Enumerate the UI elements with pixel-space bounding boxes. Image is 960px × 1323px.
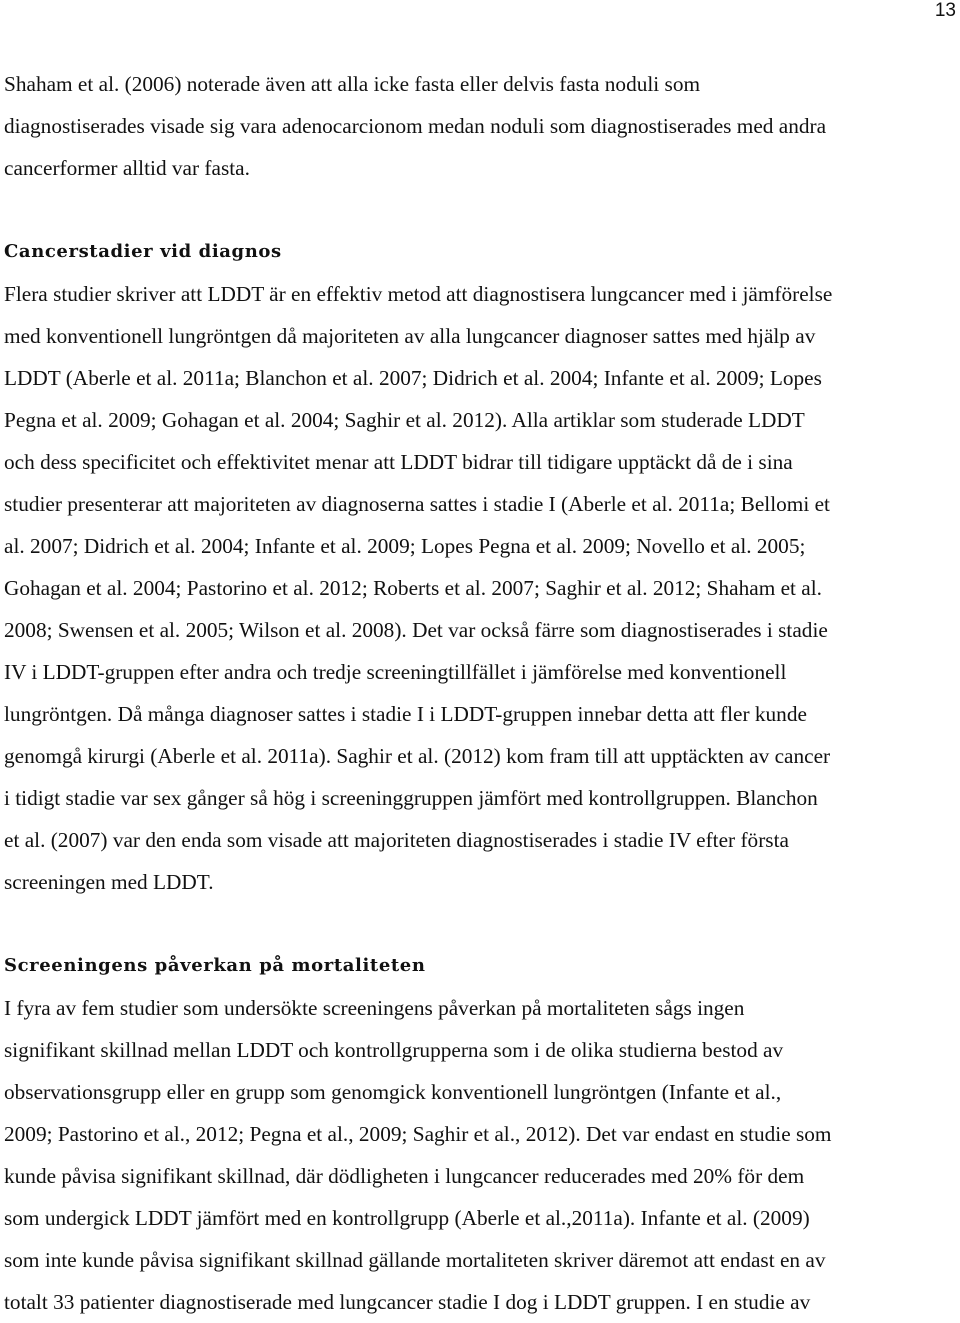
mortality-paragraph (4, 987, 956, 1323)
text-line: 2008; Swensen et al. 2005; Wilson et al. 2008). Det var också färre som diagnostiserades i stadie (4, 618, 828, 642)
stages-paragraph (4, 273, 956, 903)
text-line: Shaham et al. (2006) noterade även att alla icke fasta eller delvis fasta noduli som (4, 72, 701, 96)
text-line: och dess specificitet och effektivitet menar att LDDT bidrar till tidigare upptäckt då de i sina (4, 450, 793, 474)
text-line: 2009; Pastorino et al., 2012; Pegna et al., 2009; Saghir et al., 2012). Det var endast en studie som (4, 1122, 832, 1146)
text-line: som inte kunde påvisa signifikant skillnad gällande mortaliteten skriver däremot att endast en av (4, 1248, 826, 1272)
text-line: genomgå kirurgi (Aberle et al. 2011a). Saghir et al. (2012) kom fram till att upptäckten av cancer (4, 744, 831, 768)
paragraph-spacer (4, 189, 956, 231)
text-line: med konventionell lungröntgen då majoriteten av alla lungcancer diagnoser sattes med hjälp av (4, 324, 816, 348)
text-line: totalt 33 patienter diagnostiserade med lungcancer stadie I dog i LDDT gruppen. I en studie av (4, 1290, 811, 1314)
page-number: 13 (934, 0, 956, 21)
intro-paragraph (4, 63, 956, 189)
text-line: diagnostiserades visade sig vara adenocarcionom medan noduli som diagnostiserades med andra (4, 114, 827, 138)
text-line: I fyra av fem studier som undersökte screeningens påverkan på mortaliteten sågs ingen (4, 996, 745, 1020)
text-line: Flera studier skriver att LDDT är en effektiv metod att diagnostisera lungcancer med i jämförelse (4, 282, 833, 306)
text-line: som undergick LDDT jämfört med en kontrollgrupp (Aberle et al.,2011a). Infante et al. (2009) (4, 1206, 810, 1230)
text-line: observationsgrupp eller en grupp som genomgick konventionell lungröntgen (Infante et al., (4, 1080, 782, 1104)
paragraph-spacer (4, 903, 956, 945)
section-heading-stages: Cancerstadier vid diagnos (4, 241, 282, 262)
text-line: kunde påvisa signifikant skillnad, där dödligheten i lungcancer reducerades med 20% för dem (4, 1164, 805, 1188)
text-line: lungröntgen. Då många diagnoser sattes i stadie I i LDDT-gruppen innebar detta att fler kunde (4, 702, 807, 726)
text-line: cancerformer alltid var fasta. (4, 156, 250, 180)
document-body (4, 63, 956, 1323)
text-line: Gohagan et al. 2004; Pastorino et al. 2012; Roberts et al. 2007; Saghir et al. 2012; Shaham et al. (4, 576, 822, 600)
text-line: Pegna et al. 2009; Gohagan et al. 2004; Saghir et al. 2012). Alla artiklar som studerade LDDT (4, 408, 805, 432)
text-line: screeningen med LDDT. (4, 870, 214, 894)
text-line: studier presenterar att majoriteten av diagnoserna sattes i stadie I (Aberle et al. 2011a; Bellomi et (4, 492, 830, 516)
text-line: IV i LDDT-gruppen efter andra och tredje screeningtillfället i jämförelse med konventionell (4, 660, 787, 684)
text-line: signifikant skillnad mellan LDDT och kontrollgrupperna som i de olika studierna bestod av (4, 1038, 784, 1062)
section-heading-mortality: Screeningens påverkan på mortaliteten (4, 955, 426, 976)
text-line: i tidigt stadie var sex gånger så hög i screeninggruppen jämfört med kontrollgruppen. Blanchon (4, 786, 818, 810)
text-line: LDDT (Aberle et al. 2011a; Blanchon et al. 2007; Didrich et al. 2004; Infante et al. 2009; Lopes (4, 366, 822, 390)
text-line: al. 2007; Didrich et al. 2004; Infante et al. 2009; Lopes Pegna et al. 2009; Novello et al. 2005; (4, 534, 806, 558)
text-line: et al. (2007) var den enda som visade att majoriteten diagnostiserades i stadie IV efter första (4, 828, 789, 852)
